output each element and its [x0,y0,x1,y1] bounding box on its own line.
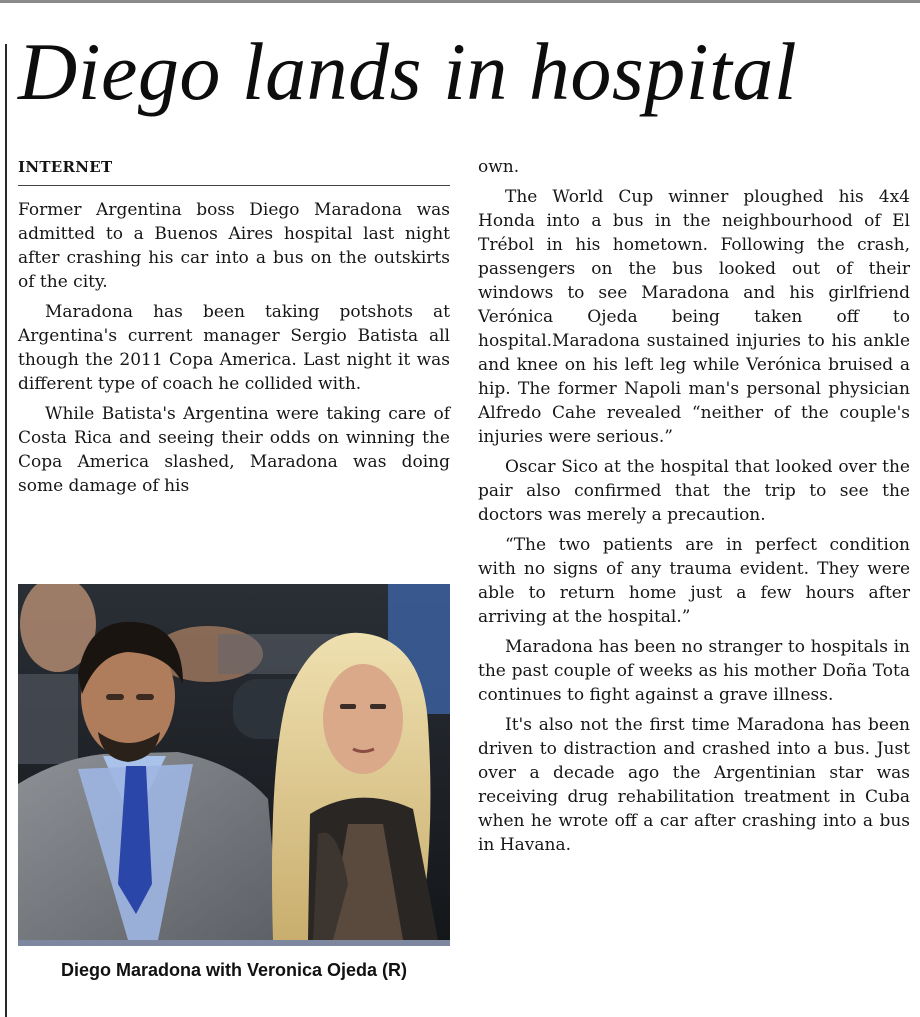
paragraph: The World Cup winner ploughed his 4x4 Honda into a bus in the neighbourhood of El Trébol in his hometown. Following the crash, passengers on the bus looked out of their windows to see Maradona and his girlfriend Verónica Ojeda being taken off to hospital.Maradona sustained injuries to his ankle and knee on his left leg while Verónica bruised a hip. The former Napoli man's personal physician Alfredo Cahe revealed “neither of the couple's injuries were serious.” [478,187,910,447]
left-column [18,198,450,504]
paragraph: It's also not the first time Maradona has been driven to distraction and crashed into a bus. Just over a decade ago the Argentinian star was receiving drug rehabilitation treatment in Cuba when he wrote off a car after crashing into a bus in Havana. [478,715,910,855]
article-photo [18,584,450,946]
photo-caption: Diego Maradona with Veronica Ojeda (R) [60,960,408,980]
paragraph: Former Argentina boss Diego Maradona was admitted to a Buenos Aires hospital last night after crashing his car into a bus on the outskirts of the city. [18,200,450,292]
right-column [478,155,910,863]
top-rule [0,0,920,3]
column-rule [5,44,7,1017]
photo-illustration [18,584,450,940]
paragraph: Oscar Sico at the hospital that looked over the pair also confirmed that the trip to see the doctors was merely a precaution. [478,457,910,525]
paragraph: Maradona has been no stranger to hospitals in the past couple of weeks as his mother Doña Tota continues to fight against a grave illness. [478,637,910,705]
paragraph: While Batista's Argentina were taking care of Costa Rica and seeing their odds on winning the Copa America slashed, Maradona was doing some damage of his [18,404,450,496]
byline: INTERNET [18,156,450,186]
paragraph: “The two patients are in perfect condition with no signs of any trauma evident. They were able to return home just a few hours after arriving at the hospital.” [478,535,910,627]
paragraph: own. [478,157,520,177]
headline: Diego lands in hospital [18,26,798,117]
paragraph: Maradona has been taking potshots at Argentina's current manager Sergio Batista all though the 2011 Copa America. Last night it was different type of coach he collided with. [18,302,450,394]
